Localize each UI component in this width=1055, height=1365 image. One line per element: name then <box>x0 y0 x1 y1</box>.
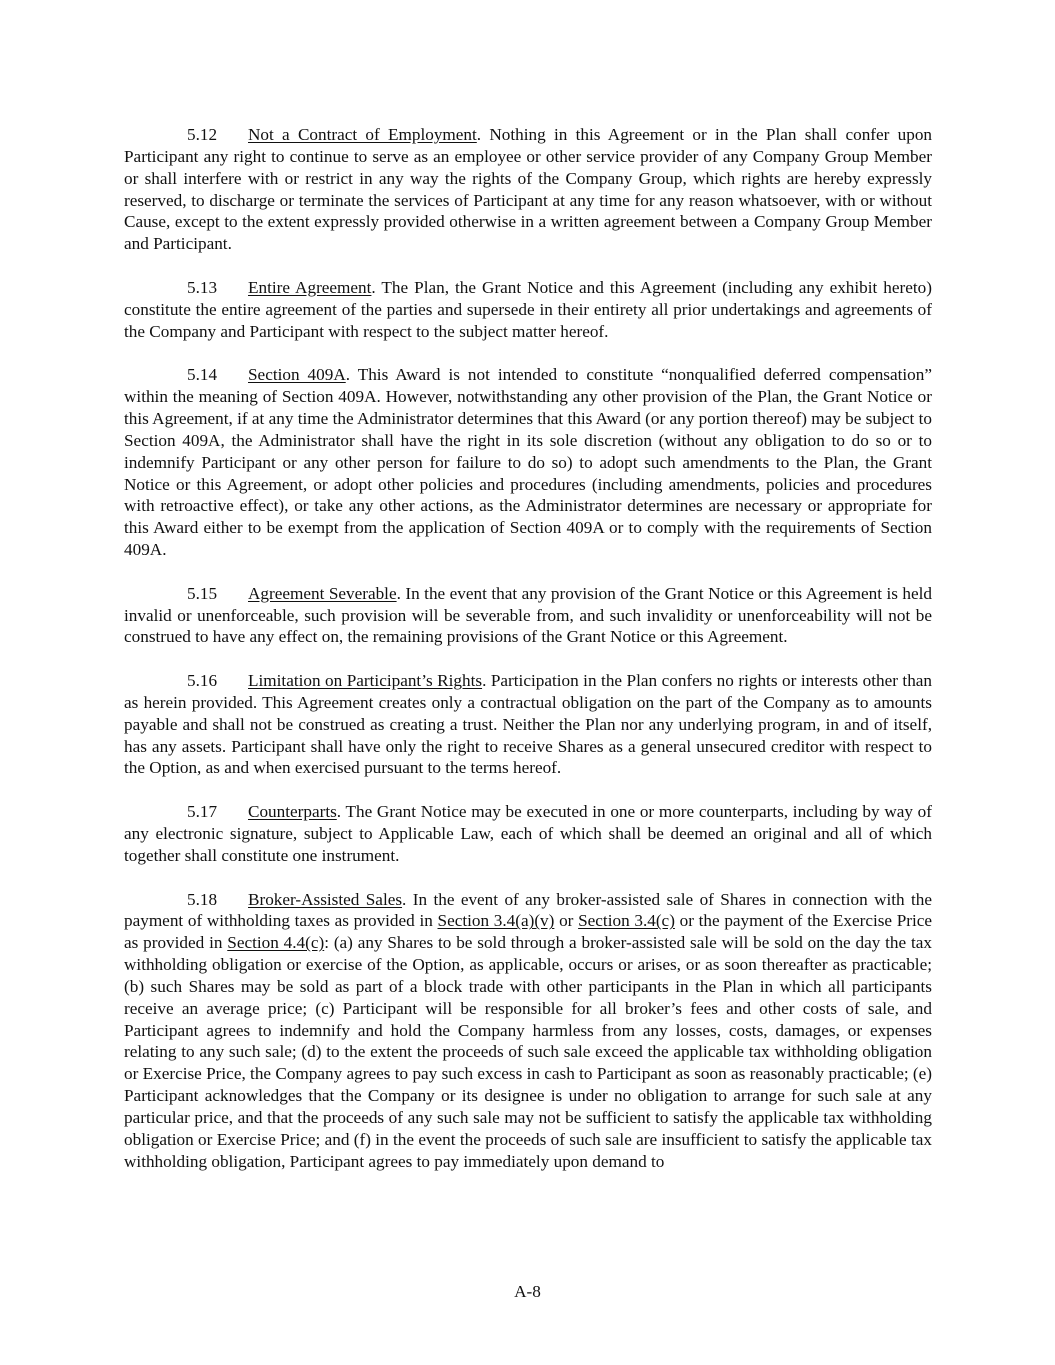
section-heading: Limitation on Participant’s Rights <box>248 671 483 691</box>
section-heading: Agreement Severable <box>248 583 397 603</box>
section-5-13: 5.13 Entire Agreement. The Plan, the Grant Notice and this Agreement (including any exhibit hereto) constitute the entire agreement of the parties and supersede in their entirety all prior undertakings and agreements of the Company and Participant with respect to the subject matter hereof. <box>124 277 932 341</box>
section-number: 5.16 <box>187 671 218 691</box>
section-body: Nothing in this Agreement or in the Plan shall confer upon Participant any right to continue to serve as an employee or other service provider of any Company Group Member or shall interfere with or restrict in any way the rights of the Company Group, which rights are hereby expressly reserved, to discharge or terminate the services of Participant at any time for any reason whatsoever, with or without Cause, except to the extent expressly provided otherwise in a written agreement between a Company Group Member and Participant. <box>124 125 933 254</box>
page-number: A-8 <box>514 1282 541 1301</box>
document-page <box>124 124 932 1194</box>
section-number: 5.14 <box>187 365 218 385</box>
section-heading: Broker-Assisted Sales <box>248 889 403 909</box>
section-body-part: or <box>559 911 574 931</box>
section-5-18: 5.18 Broker-Assisted Sales. In the event of any broker-assisted sale of Shares in connection with the payment of withholding taxes as provided in Section 3.4(a)(v) or Section 3.4(c) or the payment of the Exercise Price as provided in Section 4.4(c): (a) any Shares to be sold through a broker-assisted sale will be sold on the day the tax withholding obligation or exercise of the Option, as applicable, occurs or arises, or as soon thereafter as practicable; (b) such Shares may be sold as part of a block trade with other participants in the Plan in which all participants receive an average price; (c) Participant will be responsible for all broker’s fees and other costs of sale, and Participant agrees to indemnify and hold the Company harmless from any losses, costs, damages, or expenses relating to any such sale; (d) to the extent the proceeds of such sale exceed the applicable tax withholding obligation or Exercise Price, the Company agrees to pay such excess in cash to Participant as soon as reasonably practicable; (e) Participant acknowledges that the Company or its designee is under no obligation to arrange for such sale at any particular price, and that the proceeds of any such sale may not be sufficient to satisfy the applicable tax withholding obligation or Exercise Price; and (f) in the event the proceeds of such sale are insufficient to satisfy the applicable tax withholding obligation, Participant agrees to pay immediately upon demand to <box>124 889 933 1171</box>
section-5-15: 5.15 Agreement Severable. In the event that any provision of the Grant Notice or this Agreement is held invalid or unenforceable, such provision will be severable from, and such invalidity or unenforceability will not be construed to have any effect on, the remaining provisions of the Grant Notice or this Agreement. <box>124 583 932 647</box>
section-body: This Award is not intended to constitute “nonqualified deferred compensation” within the meaning of Section 409A. However, notwithstanding any other provision of the Plan, the Grant Notice or this Agreement, if at any time the Administrator determines that this Award (or any portion thereof) may be subject to Section 409A, the Administrator shall have the right in its sole discretion (without any obligation to do so or to indemnify Participant or any other person for failure to do so) to adopt such amendments to the Plan, the Grant Notice or this Agreement, or adopt other policies and procedures (including amendments, policies and procedures with retroactive effect), or take any other actions, as the Administrator determines are necessary or appropriate for this Award either to be exempt from the application of Section 409A or to comply with the requirements of Section 409A. <box>124 365 932 560</box>
section-body-part: : (a) any Shares to be sold through a broker-assisted sale will be sold on the day the tax withholding obligation or exercise of the Option, as applicable, occurs or arises, or as soon thereafter as practicable; (b) such Shares may be sold as part of a block trade with other participants in the Plan in which all participants receive an average price; (c) Participant will be responsible for all broker’s fees and other costs of sale, and Participant agrees to indemnify and hold the Company harmless from any losses, costs, damages, or expenses relating to any such sale; (d) to the extent the proceeds of such sale exceed the applicable tax withholding obligation or Exercise Price, the Company agrees to pay such excess in cash to Participant as soon as reasonably practicable; (e) Participant acknowledges that the Company or its designee is under no obligation to arrange for such sale at any particular price, and that the proceeds of any such sale may not be sufficient to satisfy the applicable tax withholding obligation or Exercise Price; and (f) in the event the proceeds of such sale are insufficient to satisfy the applicable tax withholding obligation, Participant agrees to pay immediately upon demand to <box>124 933 932 1171</box>
section-5-17: 5.17 Counterparts. The Grant Notice may be executed in one or more counterparts, including by way of any electronic signature, subject to Applicable Law, each of which shall be deemed an original and all of which together shall constitute one instrument. <box>124 802 932 865</box>
section-5-14: 5.14 Section 409A. This Award is not intended to constitute “nonqualified deferred compensation” within the meaning of Section 409A. However, notwithstanding any other provision of the Plan, the Grant Notice or this Agreement, if at any time the Administrator determines that this Award (or any portion thereof) may be subject to Section 409A, the Administrator shall have the right in its sole discretion (without any obligation to do so or to indemnify Participant or any other person for failure to do so) to adopt such amendments to the Plan, the Grant Notice or this Agreement, or adopt other policies and procedures (including amendments, policies and procedures with retroactive effect), or take any other actions, as the Administrator determines are necessary or appropriate for this Award either to be exempt from the application of Section 409A or to comply with the requirements of Section 409A. <box>124 365 932 560</box>
section-body: The Plan, the Grant Notice and this Agreement (including any exhibit hereto) constitute the entire agreement of the parties and supersede in their entirety all prior undertakings and agreements of the Company and Participant with respect to the subject matter hereof. <box>124 277 932 341</box>
section-5-16: 5.16 Limitation on Participant’s Rights. Participation in the Plan confers no rights or interests other than as herein provided. This Agreement creates only a contractual obligation on the part of the Company as to amounts payable and shall not be construed as creating a trust. Neither the Plan nor any underlying program, in and of itself, has any assets. Participant shall have only the right to receive Shares as a general unsecured creditor with respect to the Option, as and when exercised pursuant to the terms hereof. <box>124 671 933 778</box>
section-heading: Entire Agreement <box>248 277 372 297</box>
section-heading: Section 409A <box>248 365 346 385</box>
section-number: 5.12 <box>187 125 218 144</box>
section-number: 5.15 <box>187 583 218 603</box>
cross-reference: Section 4.4(c) <box>227 933 325 953</box>
section-body: In the event that any provision of the Grant Notice or this Agreement is held invalid or unenforceable, such provision will be severable from, and such invalidity or unenforceability will not be construed to have any effect on, the remaining provisions of the Grant Notice or this Agreement. <box>124 583 932 647</box>
section-body: The Grant Notice may be executed in one or more counterparts, including by way of any electronic signature, subject to Applicable Law, each of which shall be deemed an original and all of which together shall constitute one instrument. <box>124 802 932 865</box>
section-number: 5.17 <box>187 802 218 822</box>
section-5-12: 5.12 Not a Contract of Employment. Nothing in this Agreement or in the Plan shall confer upon Participant any right to continue to serve as an employee or other service provider of any Company Group Member or shall interfere with or restrict in any way the rights of the Company Group, which rights are hereby expressly reserved, to discharge or terminate the services of Participant at any time for any reason whatsoever, with or without Cause, except to the extent expressly provided otherwise in a written agreement between a Company Group Member and Participant. <box>124 125 933 254</box>
section-heading: Not a Contract of Employment <box>248 125 477 144</box>
section-body-part: or the payment of the Exercise Price as provided in <box>124 911 933 953</box>
section-body-part: In the event of any broker-assisted sale of Shares in connection with the payment of withholding taxes as provided in <box>124 889 933 931</box>
section-number: 5.13 <box>187 277 218 297</box>
cross-reference: Section 3.4(c) <box>578 911 675 931</box>
section-body: Participation in the Plan confers no rights or interests other than as herein provided. This Agreement creates only a contractual obligation on the part of the Company as to amounts payable and shall not be construed as creating a trust. Neither the Plan nor any underlying program, in and of itself, has any assets. Participant shall have only the right to receive Shares as a general unsecured creditor with respect to the Option, as and when exercised pursuant to the terms hereof. <box>124 671 933 778</box>
section-heading: Counterparts <box>248 802 337 822</box>
section-number: 5.18 <box>187 889 218 909</box>
cross-reference: Section 3.4(a)(v) <box>437 911 555 931</box>
